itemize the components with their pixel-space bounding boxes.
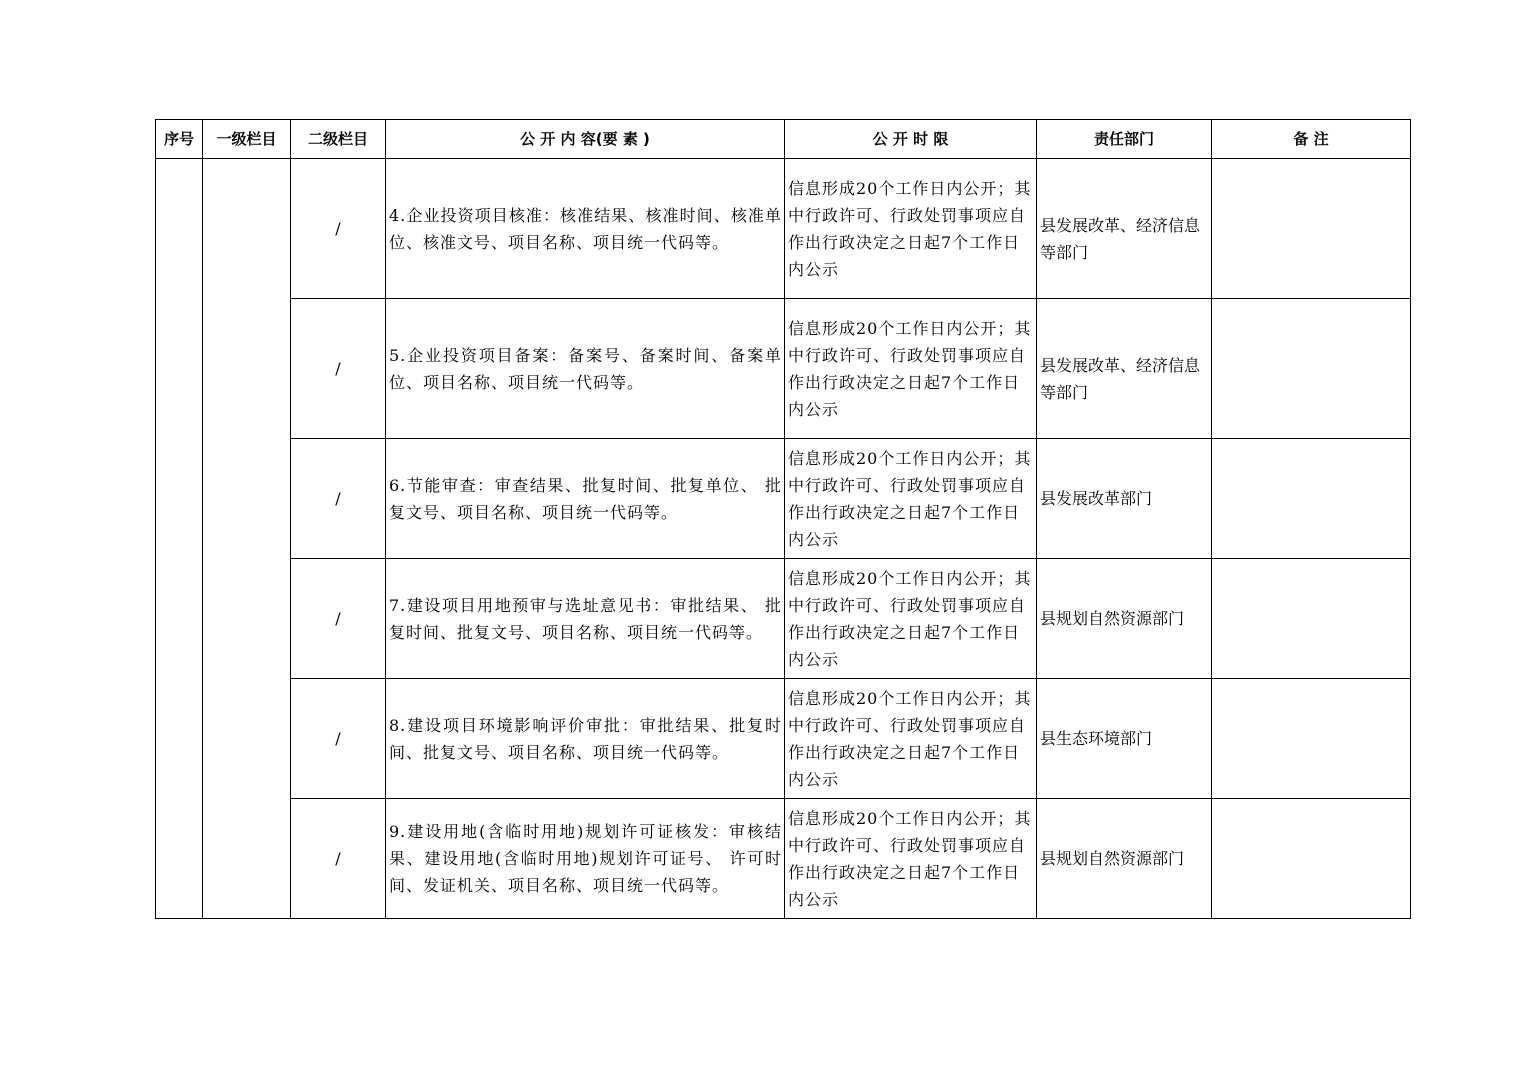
- level2-cell: /: [291, 439, 386, 559]
- header-row: [156, 120, 1411, 159]
- dept-cell: 县发展改革、经济信息等部门: [1037, 299, 1212, 439]
- note-cell: [1212, 799, 1411, 919]
- header-seq: 序号: [156, 120, 203, 159]
- level2-cell: /: [291, 159, 386, 299]
- level2-cell: /: [291, 559, 386, 679]
- note-cell: [1212, 159, 1411, 299]
- header-dept: 责任部门: [1037, 120, 1212, 159]
- note-cell: [1212, 679, 1411, 799]
- table-row: [156, 679, 1411, 799]
- table-row: [156, 439, 1411, 559]
- seq-cell: [156, 159, 203, 919]
- level2-cell: /: [291, 679, 386, 799]
- level2-cell: /: [291, 799, 386, 919]
- time-limit-cell: 信息形成20个工作日内公开；其中行政许可、行政处罚事项应自作出行政决定之日起7个工作日内公示: [785, 439, 1037, 559]
- content-cell: 9.建设用地(含临时用地)规划许可证核发：审核结果、建设用地(含临时用地)规划许可证号、 许可时间、发证机关、项目名称、项目统一代码等。: [386, 799, 785, 919]
- time-limit-cell: 信息形成20个工作日内公开；其中行政许可、行政处罚事项应自作出行政决定之日起7个工作日内公示: [785, 679, 1037, 799]
- header-note: 备 注: [1212, 120, 1411, 159]
- dept-cell: 县发展改革、经济信息等部门: [1037, 159, 1212, 299]
- dept-cell: 县规划自然资源部门: [1037, 799, 1212, 919]
- header-level1: 一级栏目: [203, 120, 291, 159]
- level1-cell: [203, 159, 291, 919]
- header-level2: 二级栏目: [291, 120, 386, 159]
- level2-cell: /: [291, 299, 386, 439]
- time-limit-cell: 信息形成20个工作日内公开；其中行政许可、行政处罚事项应自作出行政决定之日起7个工作日内公示: [785, 299, 1037, 439]
- time-limit-cell: 信息形成20个工作日内公开；其中行政许可、行政处罚事项应自作出行政决定之日起7个工作日内公示: [785, 799, 1037, 919]
- header-time-limit: 公 开 时 限: [785, 120, 1037, 159]
- content-cell: 5.企业投资项目备案：备案号、备案时间、备案单位、项目名称、项目统一代码等。: [386, 299, 785, 439]
- disclosure-table: [155, 119, 1411, 919]
- table-row: [156, 799, 1411, 919]
- note-cell: [1212, 439, 1411, 559]
- dept-cell: 县生态环境部门: [1037, 679, 1212, 799]
- table-row: [156, 299, 1411, 439]
- content-cell: 4.企业投资项目核准：核准结果、核准时间、核准单位、核准文号、项目名称、项目统一代码等。: [386, 159, 785, 299]
- dept-cell: 县发展改革部门: [1037, 439, 1212, 559]
- table-row: [156, 559, 1411, 679]
- content-cell: 8.建设项目环境影响评价审批：审批结果、批复时间、批复文号、项目名称、项目统一代码等。: [386, 679, 785, 799]
- content-cell: 7.建设项目用地预审与选址意见书：审批结果、 批复时间、批复文号、项目名称、项目统一代码等。: [386, 559, 785, 679]
- note-cell: [1212, 299, 1411, 439]
- time-limit-cell: 信息形成20个工作日内公开；其中行政许可、行政处罚事项应自作出行政决定之日起7个工作日内公示: [785, 159, 1037, 299]
- time-limit-cell: 信息形成20个工作日内公开；其中行政许可、行政处罚事项应自作出行政决定之日起7个工作日内公示: [785, 559, 1037, 679]
- dept-cell: 县规划自然资源部门: [1037, 559, 1212, 679]
- table-row: [156, 159, 1411, 299]
- note-cell: [1212, 559, 1411, 679]
- content-cell: 6.节能审查：审查结果、批复时间、批复单位、 批复文号、项目名称、项目统一代码等。: [386, 439, 785, 559]
- header-content: 公 开 内 容(要 素 ): [386, 120, 785, 159]
